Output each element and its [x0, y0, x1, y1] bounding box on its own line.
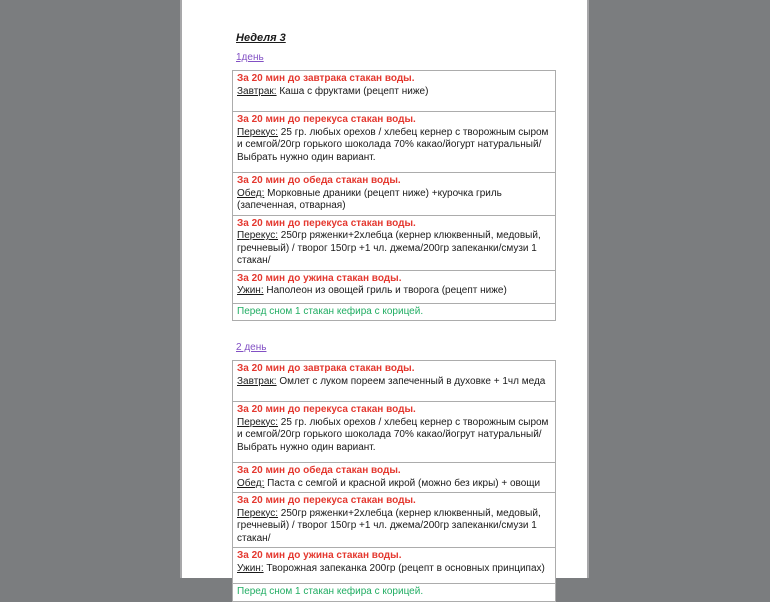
blank-line — [237, 388, 551, 399]
meal-line — [237, 127, 551, 165]
blank-line — [237, 98, 551, 109]
meal-label: Обед: — [237, 477, 265, 489]
section-gap — [182, 321, 587, 335]
meal-line — [237, 417, 551, 455]
meal-line — [237, 86, 551, 99]
day-2-link[interactable]: 2 день — [236, 342, 267, 353]
meal-label: Перекус: — [237, 230, 279, 241]
water-reminder: За 20 мин до обеда стакан воды. — [237, 465, 401, 476]
water-reminder: За 20 мин до завтрака стакан воды. — [237, 73, 415, 84]
day-1-link[interactable]: 1день — [236, 52, 264, 63]
meal-label: Перекус: — [237, 416, 279, 428]
water-reminder: За 20 мин до перекуса стакан воды. — [237, 495, 416, 506]
breakfast-row — [233, 71, 555, 112]
meal-text: 250гр ряженки+2хлебца (кернер клюквенный, медовый, гречневый) / творог 150гр +1 чл. джема/200гр запеканки/смузи 1 стакан/ — [237, 507, 541, 544]
bedtime-row — [233, 584, 555, 601]
meal-text: Морковные драники (рецепт ниже) +курочка гриль (запеченная, отварная) — [237, 187, 502, 211]
water-reminder: За 20 мин до завтрака стакан воды. — [237, 363, 415, 374]
blank-line — [237, 164, 551, 170]
dinner-row — [233, 271, 555, 304]
breakfast-row — [233, 361, 555, 402]
lunch-row — [233, 463, 555, 493]
meal-line — [237, 478, 551, 491]
meal-line — [237, 376, 551, 389]
meal-text: Творожная запеканка 200гр (рецепт в основных принципах) — [263, 562, 545, 574]
meal-line — [237, 188, 551, 213]
meal-text: Наполеон из овощей гриль и творога (рецепт ниже) — [263, 285, 507, 296]
snack-row — [233, 216, 555, 271]
meal-label: Ужин: — [237, 285, 264, 296]
meal-text: Паста с семгой и красной икрой (можно без икры) + овощи — [264, 477, 541, 489]
water-reminder: За 20 мин до ужина стакан воды. — [237, 272, 402, 284]
dinner-row — [233, 548, 555, 584]
water-reminder: За 20 мин до перекуса стакан воды. — [237, 114, 416, 125]
week-title: Неделя 3 — [236, 32, 286, 44]
meal-line — [237, 285, 551, 298]
blank-line — [237, 575, 551, 581]
meal-label: Завтрак: — [237, 85, 277, 97]
meal-text: 25 гр. любых орехов / хлебец кернер с творожным сыром и семгой/20гр горького шоколада 70% какао/йогрут натуральный/ Выбрать нужно один вариант. — [237, 416, 549, 453]
meal-text: Омлет с луком пореем запеченный в духовке + 1чл меда — [276, 375, 546, 387]
bedtime-note: Перед сном 1 стакан кефира с корицей. — [237, 586, 424, 597]
document-page — [180, 0, 589, 597]
day-1-table — [232, 70, 556, 321]
snack-row — [233, 493, 555, 548]
water-reminder: За 20 мин до ужина стакан воды. — [237, 550, 402, 561]
meal-text: 25 гр. любых орехов / хлебец кернер с творожным сыром и семгой/20гр горького шоколада 70% какао/йогурт натуральный/ Выбрать нужно один вариант. — [237, 126, 549, 163]
water-reminder: За 20 мин до перекуса стакан воды. — [237, 404, 416, 415]
day-2-table — [232, 360, 556, 602]
meal-label: Перекус: — [237, 126, 279, 138]
water-reminder: За 20 мин до обеда стакан воды. — [237, 175, 401, 186]
meal-line — [237, 563, 551, 576]
bedtime-row — [233, 304, 555, 321]
document-content — [182, 0, 587, 602]
meal-line — [237, 230, 551, 268]
meal-text: 250гр ряженки+2хлебца (кернер клюквенный, медовый, гречневый) / творог 150гр +1 чл. джема/200гр запеканки/смузи 1 стакан/ — [237, 230, 541, 266]
blank-line — [237, 454, 551, 460]
water-reminder: За 20 мин до перекуса стакан воды. — [237, 217, 416, 229]
meal-label: Завтрак: — [237, 375, 277, 387]
meal-label: Обед: — [237, 187, 265, 199]
snack-row — [233, 402, 555, 463]
lunch-row — [233, 173, 555, 216]
bedtime-note: Перед сном 1 стакан кефира с корицей. — [237, 305, 424, 317]
blank-line — [237, 298, 551, 301]
meal-label: Ужин: — [237, 562, 264, 574]
snack-row — [233, 112, 555, 173]
meal-label: Перекус: — [237, 507, 279, 519]
meal-text: Каша с фруктами (рецепт ниже) — [276, 85, 429, 97]
meal-line — [237, 508, 551, 546]
